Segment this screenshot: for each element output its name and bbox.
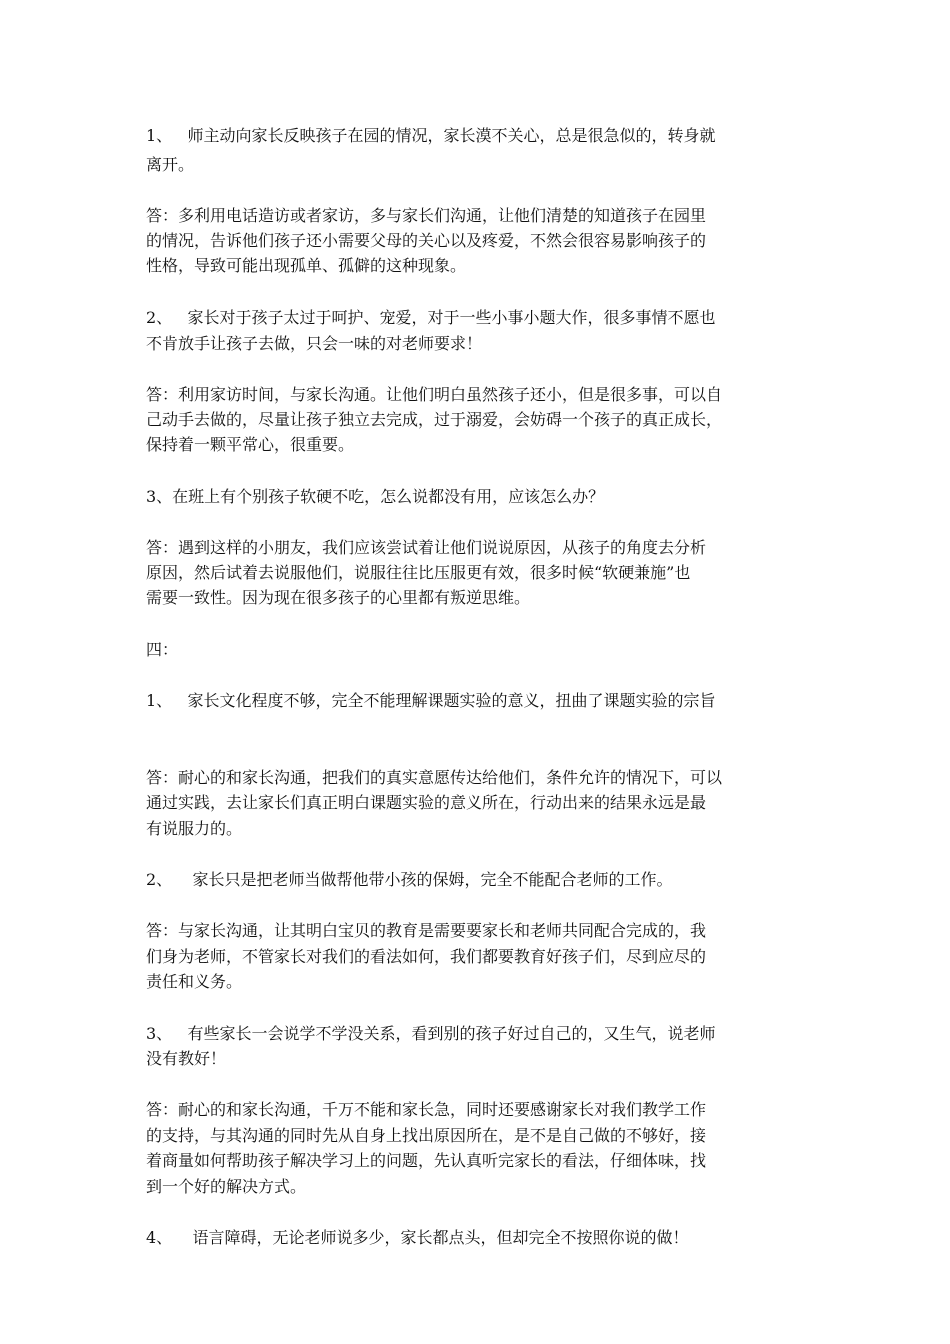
q2-line-2: 不肯放手让孩子去做，只会一味的对老师要求！ (146, 334, 483, 353)
q1-line-2: 离开。 (146, 155, 195, 174)
s4-a3-line-1: 答：耐心的和家长沟通，千万不能和家长急，同时还要感谢家长对我们教学工作 (146, 1100, 707, 1119)
a2-line-1: 答：利用家访时间，与家长沟通。让他们明白虽然孩子还小，但是很多事，可以自 (146, 385, 723, 404)
a1-line-3: 性格，导致可能出现孤单、孤僻的这种现象。 (146, 256, 467, 275)
s4-a2-line-3: 责任和义务。 (146, 972, 243, 991)
s4-a1-line-2: 通过实践，去让家长们真正明白课题实验的意义所在，行动出来的结果永远是最 (146, 793, 707, 812)
a3-line-3: 需要一致性。因为现在很多孩子的心里都有叛逆思维。 (146, 588, 531, 607)
s4-a1-line-3: 有说服力的。 (146, 819, 243, 838)
section-heading: 四： (146, 640, 179, 659)
a2-line-2: 己动手去做的，尽量让孩子独立去完成，过于溺爱，会妨碍一个孩子的真正成长， (146, 410, 723, 429)
s4-q3-line-1: 3、 有些家长一会说学不学没关系，看到别的孩子好过自己的，又生气，说老师 (146, 1024, 716, 1043)
q2-line-1: 2、 家长对于孩子太过于呵护、宠爱，对于一些小事小题大作，很多事情不愿也 (146, 308, 716, 327)
a1-line-2: 的情况，告诉他们孩子还小需要父母的关心以及疼爱，不然会很容易影响孩子的 (146, 231, 707, 250)
s4-q4-line-1: 4、 语言障碍，无论老师说多少，家长都点头，但却完全不按照你说的做！ (146, 1228, 689, 1247)
s4-q1-line-1: 1、 家长文化程度不够，完全不能理解课题实验的意义，扭曲了课题实验的宗旨 (146, 691, 716, 710)
a2-line-3: 保持着一颗平常心，很重要。 (146, 435, 355, 454)
s4-q2-line-1: 2、 家长只是把老师当做帮他带小孩的保姆，完全不能配合老师的工作。 (146, 870, 673, 889)
s4-a2-line-2: 们身为老师，不管家长对我们的看法如何，我们都要教育好孩子们，尽到应尽的 (146, 947, 707, 966)
q3-line-1: 3、在班上有个别孩子软硬不吃，怎么说都没有用，应该怎么办？ (146, 487, 605, 506)
a1-line-1: 答：多利用电话造访或者家访，多与家长们沟通，让他们清楚的知道孩子在园里 (146, 206, 707, 225)
s4-a3-line-2: 的支持，与其沟通的同时先从自身上找出原因所在，是不是自己做的不够好，接 (146, 1126, 707, 1145)
s4-q3-line-2: 没有教好！ (146, 1049, 227, 1068)
s4-a3-line-3: 着商量如何帮助孩子解决学习上的问题，先认真听完家长的看法，仔细体味，找 (146, 1151, 707, 1170)
a3-line-2: 原因，然后试着去说服他们，说服往往比压服更有效，很多时候“软硬兼施”也 (146, 563, 691, 582)
s4-a1-line-1: 答：耐心的和家长沟通，把我们的真实意愿传达给他们，条件允许的情况下，可以 (146, 768, 723, 787)
s4-a2-line-1: 答：与家长沟通，让其明白宝贝的教育是需要要家长和老师共同配合完成的，我 (146, 921, 707, 940)
s4-a3-line-4: 到一个好的解决方式。 (146, 1177, 307, 1196)
a3-line-1: 答：遇到这样的小朋友，我们应该尝试着让他们说说原因，从孩子的角度去分析 (146, 538, 707, 557)
q1-line-1: 1、 师主动向家长反映孩子在园的情况，家长漠不关心，总是很急似的，转身就 (146, 126, 716, 145)
